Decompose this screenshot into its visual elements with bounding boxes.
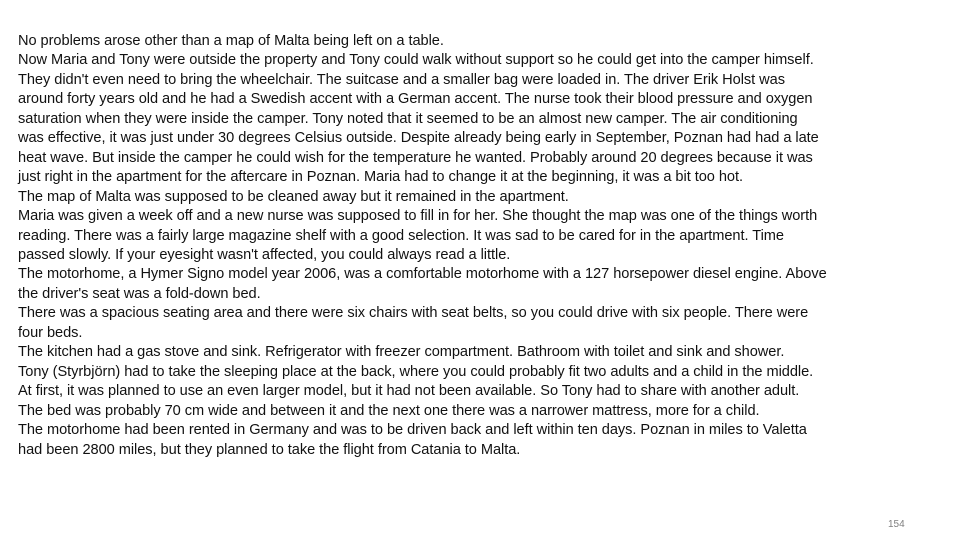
text-line: No problems arose other than a map of Malta being left on a table. xyxy=(18,33,444,49)
text-line: They didn't even need to bring the wheelchair. The suitcase and a smaller bag were loaded in. The driver Erik Holst was xyxy=(18,71,785,88)
text-line: Maria was given a week off and a new nurse was supposed to fill in for her. She thought the map was one of the things worth xyxy=(18,208,818,225)
text-line: The motorhome, a Hymer Signo model year 2006, was a comfortable motorhome with a 127 horsepower diesel engine. Above xyxy=(18,266,827,283)
text-line: passed slowly. If your eyesight wasn't affected, you could always read a little. xyxy=(18,246,511,263)
text-line: heat wave. But inside the camper he could wish for the temperature he wanted. Probably around 20 degrees because it was xyxy=(18,149,813,166)
text-line: The kitchen had a gas stove and sink. Refrigerator with freezer compartment. Bathroom with toilet and sink and shower. xyxy=(18,344,785,361)
text-line: just right in the apartment for the aftercare in Poznan. Maria had to change it at the beginning, it was a bit too hot. xyxy=(18,169,743,186)
text-line: was effective, it was just under 30 degrees Celsius outside. Despite already being early in September, Poznan had had a late xyxy=(18,130,819,147)
text-line: The motorhome had been rented in Germany and was to be driven back and left within ten days. Poznan in miles to Valetta xyxy=(18,422,807,439)
text-line: saturation when they were inside the camper. Tony noted that it seemed to be an almost new camper. The air conditioning xyxy=(18,110,798,127)
text-line: The bed was probably 70 cm wide and between it and the next one there was a narrower mattress, more for a child. xyxy=(18,402,760,419)
page-number: 154 xyxy=(888,519,905,530)
text-line: At first, it was planned to use an even larger model, but it had not been available. So Tony had to share with another adult. xyxy=(18,383,800,400)
text-line: around forty years old and he had a Swedish accent with a German accent. The nurse took their blood pressure and oxygen xyxy=(18,91,813,108)
text-line: Tony (Styrbjörn) had to take the sleeping place at the back, where you could probably fit two adults and a child in the middle. xyxy=(18,363,814,380)
text-line: There was a spacious seating area and there were six chairs with seat belts, so you could drive with six people. There were xyxy=(18,305,809,322)
text-line: The map of Malta was supposed to be cleaned away but it remained in the apartment. xyxy=(18,188,569,205)
text-line: the driver's seat was a fold-down bed. xyxy=(18,285,261,302)
text-line: four beds. xyxy=(18,324,83,341)
text-line: Now Maria and Tony were outside the property and Tony could walk without support so he could get into the camper himself. xyxy=(18,52,814,69)
text-line: reading. There was a fairly large magazine shelf with a good selection. It was sad to be cared for in the apartment. Time xyxy=(18,227,784,244)
text-line: had been 2800 miles, but they planned to take the flight from Catania to Malta. xyxy=(18,441,521,458)
body-text xyxy=(18,32,968,460)
